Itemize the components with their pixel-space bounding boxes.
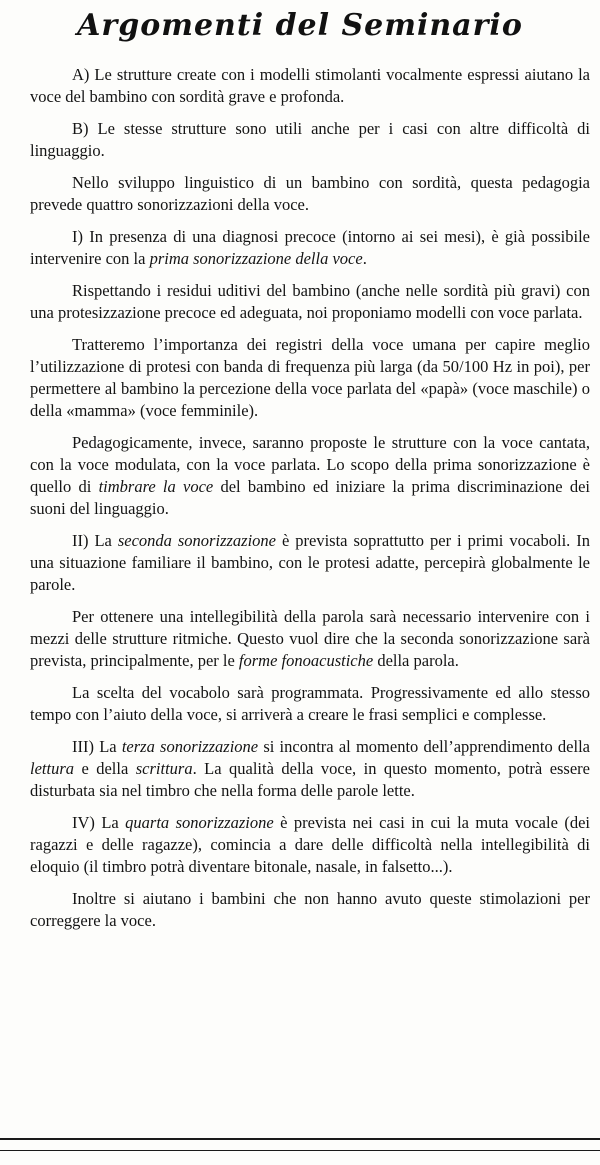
paragraph-text: A) Le strutture create con i modelli stimolanti vocalmente espressi aiutano la voce del bambino con sordità grave e profonda. xyxy=(30,65,590,106)
paragraph-text: Rispettando i residui uditivi del bambino (anche nelle sordità più gravi) con una protesizzazione precoce ed adeguata, noi proponiamo modelli con voce parlata. xyxy=(30,281,590,322)
paragraph xyxy=(30,226,590,270)
paragraph-text: I) In presenza di una diagnosi precoce (intorno ai sei mesi), è già possibile intervenire con la xyxy=(30,227,590,268)
paragraph-text: La scelta del vocabolo sarà programmata. Progressivamente ed allo stesso tempo con l’aiuto della voce, si arriverà a creare le frasi semplici e complesse. xyxy=(30,683,590,724)
italic-text: prima sonorizzazione della voce xyxy=(149,249,363,268)
paragraph xyxy=(30,736,590,802)
paragraph-text: del bambino ed iniziare la prima discriminazione dei suoni del linguaggio. xyxy=(30,477,591,518)
paragraph-text: . La qualità della voce, in questo momento, potrà essere disturbata sia nel timbro che nella forma delle parole lette. xyxy=(30,759,590,800)
italic-text: timbrare la voce xyxy=(98,477,214,496)
paragraph-text: Nello sviluppo linguistico di un bambino con sordità, questa pedagogia prevede quattro sonorizzazioni della voce. xyxy=(30,173,590,214)
paragraph xyxy=(30,530,590,596)
paragraph-text: II) La xyxy=(72,531,118,550)
paragraph xyxy=(30,606,590,672)
paragraph-text: . xyxy=(362,249,367,268)
paragraph-text: Inoltre si aiutano i bambini che non hanno avuto queste stimolazioni per correggere la voce. xyxy=(30,889,590,930)
paragraph-text: Pedagogicamente, invece, saranno proposte le strutture con la voce cantata, con la voce modulata, con la voce parlata. Lo scopo della prima sonorizzazione è quello di xyxy=(30,433,590,496)
paragraph xyxy=(30,888,590,932)
italic-text: lettura xyxy=(30,759,74,778)
italic-text: quarta sonorizzazione xyxy=(125,813,274,832)
paragraph-text: IV) La xyxy=(72,813,126,832)
italic-text: terza sonorizzazione xyxy=(121,737,259,756)
paragraph xyxy=(30,280,590,324)
paragraph-text: della parola. xyxy=(373,651,459,670)
paragraph-text: Per ottenere una intellegibilità della parola sarà necessario intervenire con i mezzi delle strutture ritmiche. Questo vuol dire che la seconda sonorizzazione sarà prevista, principalmente, per le xyxy=(30,607,590,670)
italic-text: forme fonoacustiche xyxy=(238,651,374,670)
italic-text: scrittura xyxy=(135,759,193,778)
bottom-rule xyxy=(0,1138,600,1140)
paragraph-text: Tratteremo l’importanza dei registri della voce umana per capire meglio l’utilizzazione di protesi con banda di frequenza più larga (da 50/100 Hz in poi), per permettere al bambino la percezione della voce parlata del «papà» (voce maschile) o della «mamma» (voce femminile). xyxy=(30,335,590,420)
paragraph-text: III) La xyxy=(72,737,122,756)
paragraph xyxy=(30,334,590,422)
bottom-rule-thin xyxy=(0,1150,600,1151)
paragraph-text: è prevista soprattutto per i primi vocaboli. In una situazione familiare il bambino, con le protesi adatte, percepirà globalmente le parole. xyxy=(30,531,590,594)
italic-text: seconda sonorizzazione xyxy=(117,531,276,550)
paragraph-text: e della xyxy=(74,759,136,778)
paragraph xyxy=(30,64,590,108)
document-body xyxy=(30,64,590,932)
paragraph-text: si incontra al momento dell’apprendimento della xyxy=(258,737,590,756)
paragraph-text: è prevista nei casi in cui la muta vocale (dei ragazzi e delle ragazze), comincia a dare delle difficoltà nella intellegibilità di eloquio (il timbro potrà diventare bitonale, nasale, in falsetto...). xyxy=(30,813,590,876)
paragraph xyxy=(30,682,590,726)
paragraph xyxy=(30,172,590,216)
paragraph-text: B) Le stesse strutture sono utili anche per i casi con altre difficoltà di linguaggio. xyxy=(30,119,590,160)
paragraph xyxy=(30,812,590,878)
document-title: Argomenti del Seminario xyxy=(77,8,523,43)
paragraph xyxy=(30,432,590,520)
paragraph xyxy=(30,118,590,162)
